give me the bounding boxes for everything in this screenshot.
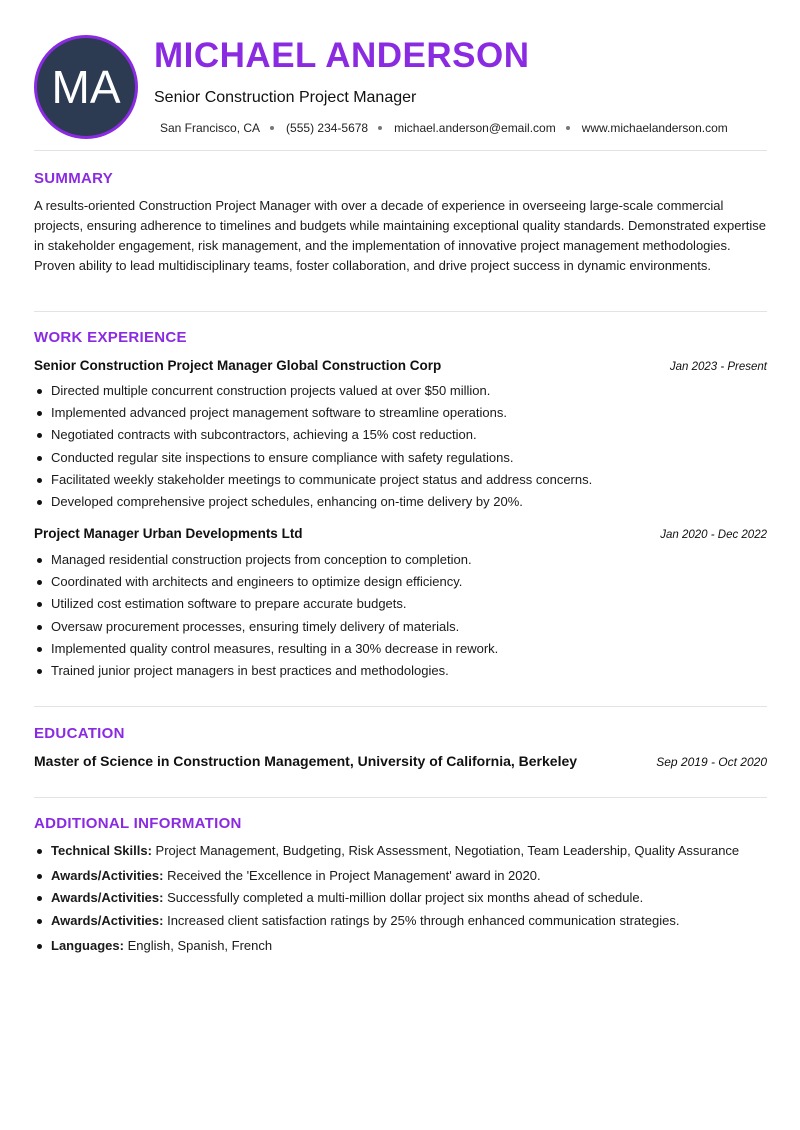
section-divider	[34, 311, 767, 312]
resume-header	[34, 0, 767, 150]
list-item: Coordinated with architects and engineers to optimize design efficiency.	[34, 571, 767, 593]
item-label: Awards/Activities:	[51, 868, 164, 884]
education-entry	[34, 753, 767, 769]
job-bullets	[34, 549, 767, 682]
section-divider	[34, 706, 767, 707]
item-label: Languages:	[51, 937, 124, 953]
summary-text: A results-oriented Construction Project Manager with over a decade of experience in overseeing large-scale commercial projects, ensuring adherence to timelines and budgets while maintaining exceptional quality standards. Demonstrated expertise in stakeholder engagement, risk management, and the implementation of innovative project management methodologies. Proven ability to lead multidisciplinary teams, foster collaboration, and drive project success in dynamic environments.	[34, 198, 767, 273]
list-item	[34, 840, 767, 862]
contact-website[interactable]: www.michaelanderson.com	[581, 121, 728, 135]
list-item: Conducted regular site inspections to ensure compliance with safety regulations.	[34, 447, 767, 469]
job-header	[34, 358, 767, 373]
job-title: Project Manager Urban Developments Ltd	[34, 526, 303, 541]
item-text: Project Management, Budgeting, Risk Assessment, Negotiation, Team Leadership, Quality Assurance	[151, 843, 740, 858]
list-item: Developed comprehensive project schedules, enhancing on-time delivery by 20%.	[34, 491, 767, 513]
contact-line	[160, 121, 728, 135]
list-item	[34, 865, 767, 887]
avatar-initials: MA	[51, 61, 121, 113]
summary-heading: SUMMARY	[34, 170, 114, 187]
additional-info-heading: ADDITIONAL INFORMATION	[34, 815, 242, 832]
section-divider	[34, 150, 767, 151]
item-label: Technical Skills:	[51, 843, 152, 858]
job-title: Senior Construction Project Manager Global Construction Corp	[34, 358, 442, 373]
job-date: Jan 2020 - Dec 2022	[660, 529, 767, 541]
list-item: Managed residential construction projects from conception to completion.	[34, 549, 767, 571]
list-item: Trained junior project managers in best practices and methodologies.	[34, 660, 767, 682]
avatar	[34, 35, 138, 139]
candidate-name: MICHAEL ANDERSON	[154, 36, 530, 75]
education-date: Sep 2019 - Oct 2020	[656, 755, 767, 769]
job-date: Jan 2023 - Present	[669, 361, 767, 373]
list-item: Negotiated contracts with subcontractors, achieving a 15% cost reduction.	[34, 424, 767, 446]
item-text: Successfully completed a multi-million dollar project six months ahead of schedule.	[163, 890, 644, 906]
education-degree: Master of Science in Construction Management, University of California, Berkeley	[34, 753, 578, 769]
separator-dot-icon	[566, 126, 570, 130]
work-experience-heading: WORK EXPERIENCE	[34, 329, 187, 346]
list-item: Directed multiple concurrent construction projects valued at over $50 million.	[34, 380, 767, 402]
candidate-role: Senior Construction Project Manager	[154, 89, 417, 106]
item-text: Increased client satisfaction ratings by 25% through enhanced communication strategies.	[163, 912, 680, 928]
contact-location: San Francisco, CA	[160, 121, 261, 135]
contact-email[interactable]: michael.anderson@email.com	[394, 121, 556, 135]
list-item: Implemented advanced project management software to streamline operations.	[34, 402, 767, 424]
additional-info-list	[34, 840, 767, 957]
item-label: Awards/Activities:	[51, 890, 164, 906]
item-text: English, Spanish, French	[123, 937, 273, 953]
education-heading: EDUCATION	[34, 725, 125, 742]
separator-dot-icon	[270, 126, 274, 130]
list-item: Facilitated weekly stakeholder meetings to communicate project status and address concerns.	[34, 469, 767, 491]
resume-page	[34, 0, 767, 953]
job-header	[34, 526, 767, 541]
section-divider	[34, 797, 767, 798]
separator-dot-icon	[378, 126, 382, 130]
contact-phone[interactable]: (555) 234-5678	[286, 121, 369, 135]
item-text: Received the 'Excellence in Project Management' award in 2020.	[163, 868, 541, 884]
list-item: Implemented quality control measures, resulting in a 30% decrease in rework.	[34, 638, 767, 660]
list-item: Utilized cost estimation software to prepare accurate budgets.	[34, 593, 767, 615]
list-item: Oversaw procurement processes, ensuring timely delivery of materials.	[34, 616, 767, 638]
item-label: Awards/Activities:	[51, 912, 164, 928]
job-bullets	[34, 380, 767, 513]
list-item	[34, 887, 767, 909]
list-item	[34, 935, 767, 957]
list-item	[34, 910, 767, 932]
